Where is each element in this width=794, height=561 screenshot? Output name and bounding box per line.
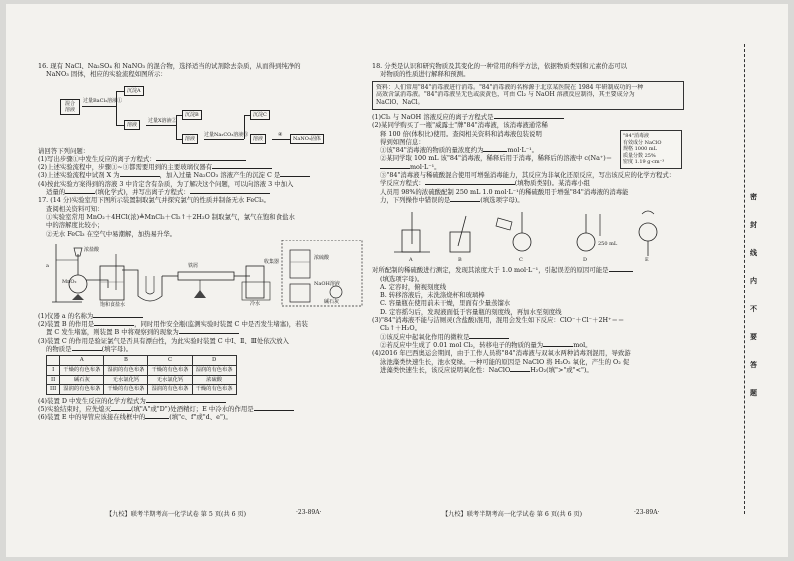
q18-passage-box <box>372 81 684 110</box>
footer-right-code: ·23-89A· <box>634 509 660 516</box>
q17-sub5a: (5)实验结束时，应先熄灭 <box>38 405 111 414</box>
q18-sub2k: 人员用 98%的浓硫酸配制 250 mL 1.0 mol·L⁻¹的稀硫酸用于增强"84"消毒液的消毒能 <box>380 187 629 196</box>
q18-sub3b: Cl₂↑＋H₂O。 <box>380 324 422 333</box>
label-line: 规格 1000 mL <box>623 146 657 153</box>
q18-option: C. 容量瓶在使用前未干燥，里面有少量蒸馏水 <box>380 299 511 308</box>
seal-char: 题 <box>750 388 757 397</box>
label-naoh: NaOH溶液 <box>314 280 340 287</box>
table-cell: 干燥的有色布条 <box>60 365 104 375</box>
table-cell: 干燥的有色布条 <box>104 385 148 395</box>
q17-sub3c: (填字母)。 <box>101 345 133 354</box>
flow-step3: 过量Na₂CO₃溶液③ <box>204 131 249 138</box>
q18-sub2c: 得到如图信息： <box>380 137 425 146</box>
q18-sub2f: ②某同学取 100 mL 该"84"消毒液，稀释后用于消毒，稀释后的溶液中 c(Na⁺)＝ <box>380 154 612 163</box>
q18-sub2l: 力，下列操作中错误的是 <box>380 195 451 204</box>
q17-sub1: (1)仪器 a 的名称为 <box>38 311 94 320</box>
table-row <box>47 385 237 395</box>
passage-line: NaClO、NaCl。 <box>376 99 424 107</box>
q17-sub4: (4)装置 D 中发生反应的化学方程式为 <box>38 396 146 405</box>
q17-sub2a: (2)装置 B 的作用是 <box>38 320 95 329</box>
q18-sub3c: ①该反应中起氧化作用的微粒是 <box>380 332 470 341</box>
label-fe: 铁屑 <box>188 262 199 269</box>
q18-option: A. 定容时，俯视刻度线 <box>380 282 447 291</box>
seal-char: 密 <box>750 192 757 201</box>
flow-precipitate-a: 沉淀A <box>124 86 144 96</box>
operation-drawing <box>372 206 684 264</box>
q18-sub4c: 进藻类快速生长，该反应说明氧化性：NaClO <box>380 365 511 374</box>
passage-line: 高效含氯消毒液。"84"消毒液呈无色或淡黄色，可由 Cl₂ 与 NaOH 溶液反应制得，其主要成分为 <box>376 91 635 99</box>
q17-sub2b: ，同时用作安全瓶(监测实验时装置 C 中是否发生堵塞)，若装 <box>134 320 308 329</box>
op-label-a: A <box>409 257 413 264</box>
q17-info1b: 中的溶解度比较小； <box>46 221 104 230</box>
q17-options-table <box>46 355 237 394</box>
table-cell: 湿润的有色布条 <box>104 365 148 375</box>
table-cell: 湿润的有色布条 <box>148 385 192 395</box>
q16-answer-intro: 请回答下列问题： <box>38 146 90 155</box>
q18-sub2b: 释 100 倍(体积比)使用。查阅相关资料和消毒液包装说明 <box>380 129 542 138</box>
q16-sub3b: ，加入过量 Na₂CO₃ 溶液产生的沉淀 C 是 <box>159 171 281 180</box>
label-ice: 冷水 <box>250 300 261 307</box>
q16-sub1: (1)写出步骤①中发生反应的离子方程式： <box>38 154 156 163</box>
table-cell: I <box>47 365 60 375</box>
q17-sub6b: (填"c、f"或"d、e")。 <box>169 413 232 422</box>
label-collector: 收集器 <box>264 258 280 265</box>
table-cell: 湿润的有色布条 <box>192 365 236 375</box>
flow-solution-2: 溶液 <box>182 134 198 144</box>
q18-stem-cont: 对物质的性质进行解释和预测。 <box>380 70 470 79</box>
seal-char: 要 <box>750 332 757 341</box>
q18-sub2e: mol·L⁻¹。 <box>507 146 539 155</box>
table-row <box>47 375 237 385</box>
seal-char: 封 <box>750 220 757 229</box>
q17-sub3b: 的物质是 <box>46 345 72 354</box>
table-cell: 无水氯化钙 <box>148 375 192 385</box>
flow-precipitate-c: 沉淀C <box>250 110 270 120</box>
table-cell: II <box>47 375 60 385</box>
q18-sub4d: H₂O₂(填">"或"<")。 <box>530 365 593 374</box>
table-cell: 浓硫酸 <box>192 375 236 385</box>
footer-left: 【九校】联考半期考高一化学试卷 第 5 页(共 6 页) <box>106 511 247 518</box>
table-cell: A <box>60 356 104 366</box>
q17-apparatus-diagram <box>38 240 378 310</box>
table-cell: III <box>47 385 60 395</box>
label-brine: 饱和食盐水 <box>100 301 126 308</box>
q18-sub3e: mol。 <box>573 340 592 349</box>
flow-solution-1: 溶液 <box>124 120 140 130</box>
table-cell: C <box>148 356 192 366</box>
flow-solution-3: 溶液 <box>250 134 266 144</box>
table-header-row <box>47 356 237 366</box>
q18-operation-diagram <box>372 206 684 264</box>
table-cell: 无水氯化钙 <box>104 375 148 385</box>
q16-sub4a: (4)按此实验方案得到的溶液 3 中肯定含有杂质，为了解决这个问题，可以向溶液 3 中加入 <box>38 179 294 188</box>
q16-sub3a: (3)上述实验流程中试剂 X 为 <box>38 171 120 180</box>
op-label-d: D <box>583 257 588 264</box>
q18-sub2a: (2)某同学购买了一瓶"威露士"牌"84"消毒液，该消毒液通常稀 <box>372 121 548 130</box>
q18-after2: (填选项字母)。 <box>380 274 424 283</box>
footer-left-code: ·23-89A· <box>296 509 322 516</box>
q17-info2: ②无水 FeCl₃ 在空气中易潮解，加热易升华。 <box>46 229 177 238</box>
table-cell: 干燥的有色布条 <box>148 365 192 375</box>
label-funnel: 浓盐酸 <box>84 246 100 253</box>
table-cell: 碱石灰 <box>60 375 104 385</box>
seal-char: 不 <box>750 304 757 313</box>
flask-volume-label: 250 mL <box>598 241 618 248</box>
q17-sub2c: 置 C 发生堵塞，则装置 B 中将观察到的现象为 <box>46 328 179 337</box>
label-title: "84"消毒液 <box>623 133 649 139</box>
q18-sub4a: (4)2016 年巴西奥运会期间，由于工作人员将"84"消毒液与双氧水两种消毒剂混用，导致游 <box>372 349 631 358</box>
q16-stem: 16. 现有 NaCl、Na₂SO₄ 和 NaNO₃ 的混合物，选择适当的试剂除去杂质，从而得到纯净的 <box>38 62 301 70</box>
passage-line: 资料：人们常用"84"消毒液进行消毒。"84"消毒液的名称源于北京某医院在 1984 年研制成功的一种 <box>376 83 644 91</box>
right-column <box>372 62 684 374</box>
op-label-c: C <box>519 257 523 264</box>
label-a: a <box>46 262 49 269</box>
left-column <box>38 62 378 422</box>
op-label-e: E <box>645 257 649 264</box>
op-label-b: B <box>458 257 462 264</box>
q16-sub4c: (填化学式)，并写出离子方程式： <box>95 188 190 197</box>
flow-precipitate-b: 沉淀B <box>182 110 202 120</box>
q18-sub2m: (填选项字母)。 <box>480 195 524 204</box>
q18-after: 对所配制的稀硫酸进行测定，发现其浓度大于 1.0 mol·L⁻¹，引起误差的原因可能是 <box>372 266 609 275</box>
q18-sub3d: ②若反应中生成了 0.01 mol Cl₂，转移电子的物质的量为 <box>380 340 544 349</box>
table-cell: B <box>104 356 148 366</box>
seal-char: 线 <box>750 248 757 257</box>
table-row <box>47 365 237 375</box>
q18-sub4b: 泳池藻类快速生长，池水变绿。一种可能的原因是 NaClO 将 H₂O₂ 氧化，产生的 O₂ 促 <box>380 357 630 366</box>
q18-sub2g: mol·L⁻¹。 <box>410 162 441 171</box>
q16-flowchart <box>38 81 378 145</box>
seal-char: 内 <box>750 276 757 285</box>
q18-option: D. 定容摇匀后，发现液面低于容量瓶的刻度线，再加水至刻度线 <box>380 307 562 316</box>
q17-sub5b: (填"A"或"D")处酒精灯；E 中冷水的作用是 <box>130 405 254 414</box>
table-cell <box>47 356 60 366</box>
label-conc-acid: 浓硫酸 <box>314 254 330 261</box>
flow-step4: ④ <box>278 131 283 138</box>
q18-option: B. 转移溶液后，未洗涤烧杯和玻璃棒 <box>380 291 485 300</box>
q18-sub2j: (填物质类别)。某消毒小组 <box>514 179 591 188</box>
flow-step1: 过量BaCl₂溶液① <box>83 97 123 104</box>
q18-sub1: (1)Cl₂ 与 NaOH 溶液反应的离子方程式是 <box>372 112 494 121</box>
label-line: 有效成分 NaClO <box>623 139 662 146</box>
seal-char: 答 <box>750 360 757 369</box>
footer-right: 【九校】联考半期考高一化学试卷 第 6 页(共 6 页) <box>442 511 583 518</box>
label-soda-lime: 碱石灰 <box>324 298 340 305</box>
label-line: 密度 1.19 g·cm⁻³ <box>623 159 665 166</box>
q18-sub2i: 学反应方程式： <box>380 179 425 188</box>
q17-info: 查阅相关资料可知： <box>46 204 104 213</box>
q16-stem-cont: NaNO₃ 固体，相应的实验流程如图所示： <box>46 70 167 79</box>
table-cell: D <box>192 356 236 366</box>
product-label <box>620 130 682 169</box>
flow-end: NaNO₃固体 <box>290 134 324 144</box>
q18-sub2h: ③"84"消毒液与稀硫酸混合使用可增强消毒能力，其反应为非氧化还原反应，写出该反应的化学方程式： <box>380 171 676 180</box>
exam-sheet <box>6 4 788 557</box>
seal-line-strip <box>720 44 770 514</box>
q17-sub6: (6)装置 E 中的导管应该接在线框中的 <box>38 413 146 422</box>
q16-sub2: (2)上述实验流程中，步骤①~③都需要用到的主要玻璃仪器有 <box>38 163 213 172</box>
q18-sub2d: ①该"84"消毒液的物质的量浓度约为 <box>380 146 484 155</box>
q18-stem: 18. 分类是认识和研究物质及其变化的一种常用的科学方法，依据物质类别和元素价态可以 <box>372 62 628 70</box>
q17-info1: ①实验室常用 MnO₂＋4HCl(浓)≜MnCl₂＋Cl₂↑＋2H₂O 制取氯气，氯气在饱和食盐水 <box>46 212 295 221</box>
label-mno2: MnO₂ <box>62 278 77 285</box>
q17-sub3a: (3)装置 C 的作用是验证氯气是否具有漂白性，为此实验时装置 C 中Ⅰ、Ⅱ、Ⅲ处依次放入 <box>38 336 289 345</box>
q18-sub3a: (3)"84"消毒液不能与洁厕灵(含盐酸)混用，混用会发生如下反应：ClO⁻＋Cl⁻＋2H⁺＝＝ <box>372 316 625 325</box>
table-cell: 湿润的有色布条 <box>60 385 104 395</box>
q17-stem: 17. (14 分)实验室用下图所示装置制取氯气并探究氯气的性质并制备无水 FeCl₃。 <box>38 196 271 205</box>
label-line: 质量分数 25% <box>623 152 656 159</box>
table-cell: 干燥的有色布条 <box>192 385 236 395</box>
q16-sub4b: 适量的 <box>46 188 66 197</box>
flow-step2: 过量X溶液② <box>148 117 177 124</box>
flow-start: 混合溶液 <box>60 99 80 115</box>
